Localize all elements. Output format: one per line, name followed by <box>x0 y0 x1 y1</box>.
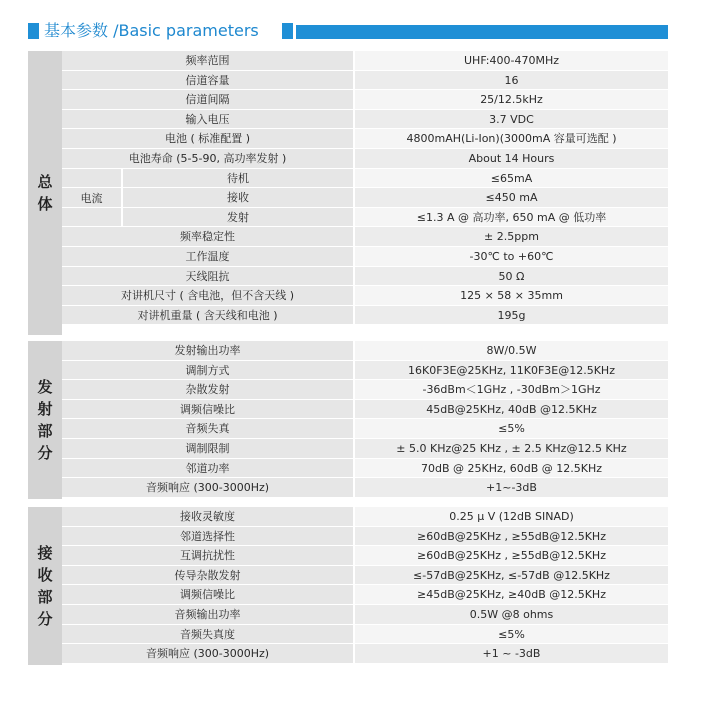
table-row: 音频失真度 ≤5% <box>62 625 668 645</box>
table-row: 互调抗扰性 ≥60dB@25KHz , ≥55dB@12.5KHz <box>62 546 668 566</box>
table-row: 调制限制 ± 5.0 KHz@25 KHz , ± 2.5 KHz@12.5 KHz <box>62 439 668 459</box>
transmit-section <box>28 341 668 499</box>
table-row: 杂散发射 -36dBm＜1GHz , -30dBm＞1GHz <box>62 380 668 400</box>
table-row: 调制方式 16K0F3E@25KHz, 11K0F3E@12.5KHz <box>62 361 668 381</box>
table-row: 天线阻抗 50 Ω <box>62 267 668 287</box>
table-row: 调频信噪比 45dB@25KHz, 40dB @12.5KHz <box>62 400 668 420</box>
receive-side-label: 接收部分 <box>28 507 62 665</box>
table-row: 音频失真 ≤5% <box>62 419 668 439</box>
table-row: 电池寿命 (5-5-90, 高功率发射 ) About 14 Hours <box>62 149 668 169</box>
header-bar <box>296 25 668 39</box>
table-row: 调频信噪比 ≥45dB@25KHz, ≥40dB @12.5KHz <box>62 585 668 605</box>
table-row: 发射 ≤1.3 A @ 高功率, 650 mA @ 低功率 <box>62 208 668 228</box>
table-row: 信道间隔 25/12.5kHz <box>62 90 668 110</box>
table-row: 接收 ≤450 mA <box>62 188 668 208</box>
table-row: 电池 ( 标准配置 ) 4800mAH(Li-Ion)(3000mA 容量可选配 ) <box>62 129 668 149</box>
section-header <box>28 21 668 41</box>
table-row: 接收灵敏度 0.25 μ V (12dB SINAD) <box>62 507 668 527</box>
table-row: 传导杂散发射 ≤-57dB@25KHz, ≤-57dB @12.5KHz <box>62 566 668 586</box>
header-title: 基本参数 /Basic parameters <box>44 21 259 40</box>
table-row: 对讲机重量 ( 含天线和电池 ) 195g <box>62 306 668 326</box>
table-row: 音频输出功率 0.5W @8 ohms <box>62 605 668 625</box>
header-marker-left <box>28 23 39 39</box>
receive-section <box>28 507 668 665</box>
table-row: 工作温度 -30℃ to +60℃ <box>62 247 668 267</box>
table-row: 发射输出功率 8W/0.5W <box>62 341 668 361</box>
table-row: 频率范围 UHF:400-470MHz <box>62 51 668 71</box>
table-row: 输入电压 3.7 VDC <box>62 110 668 130</box>
table-row: 信道容量 16 <box>62 71 668 91</box>
header-marker-right <box>282 23 293 39</box>
table-row: 音频响应 (300-3000Hz) +1~-3dB <box>62 478 668 498</box>
table-row: 邻道选择性 ≥60dB@25KHz , ≥55dB@12.5KHz <box>62 527 668 547</box>
table-row: 音频响应 (300-3000Hz) +1 ~ -3dB <box>62 644 668 664</box>
table-row: 对讲机尺寸 ( 含电池，但不含天线 ) 125 × 58 × 35mm <box>62 286 668 306</box>
current-group-label: 电流 <box>62 169 121 228</box>
table-row: 待机 ≤65mA <box>62 169 668 189</box>
transmit-side-label: 发射部分 <box>28 341 62 499</box>
general-side-label: 总体 <box>28 51 62 335</box>
general-section <box>28 51 668 335</box>
table-row: 邻道功率 70dB @ 25KHz, 60dB @ 12.5KHz <box>62 459 668 479</box>
table-row: 频率稳定性 ± 2.5ppm <box>62 227 668 247</box>
